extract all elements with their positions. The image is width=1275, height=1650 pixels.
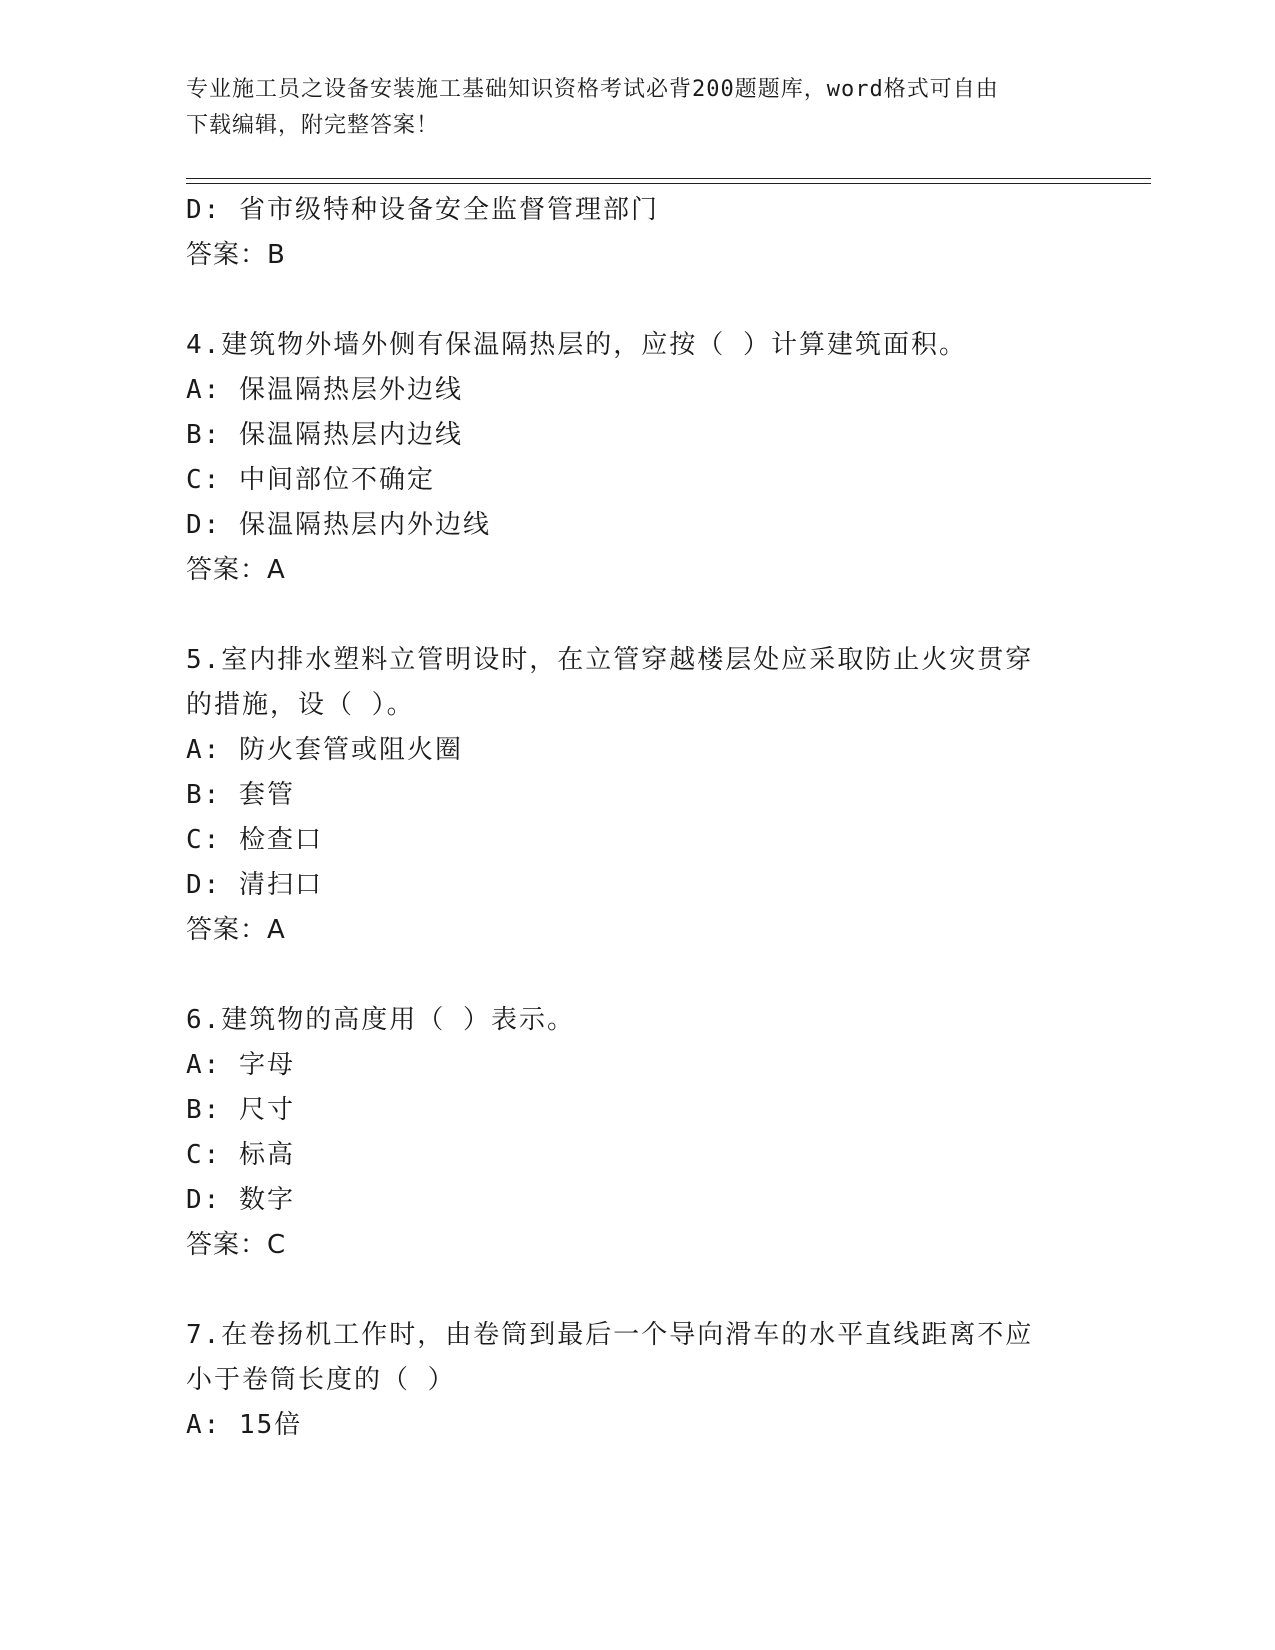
option-a: A: 保温隔热层外边线 [186,375,463,405]
answer: 答案：B [186,240,286,270]
question-7 [186,1313,1086,1448]
question-text-cont: 的措施，设（ ）。 [186,690,415,720]
option-d: D: 清扫口 [186,870,323,900]
header-divider-top [186,178,1151,179]
question-4 [186,323,1086,593]
option-d: D: 保温隔热层内外边线 [186,510,491,540]
question-text: 5.室内排水塑料立管明设时，在立管穿越楼层处应采取防止火灾贯穿 [186,645,1034,675]
question-5 [186,638,1086,953]
question-text: 6.建筑物的高度用（ ）表示。 [186,1005,575,1035]
option-c: C: 标高 [186,1140,295,1170]
option-b: B: 套管 [186,780,295,810]
document-header [186,72,1086,144]
header-line-2: 下载编辑，附完整答案！ [186,113,440,138]
question-text-cont: 小于卷筒长度的（ ） [186,1365,456,1395]
question-6 [186,998,1086,1268]
question-text: 7.在卷扬机工作时，由卷筒到最后一个导向滑车的水平直线距离不应 [186,1320,1034,1350]
option-b: B: 尺寸 [186,1095,295,1125]
option-c: C: 检查口 [186,825,323,855]
option-d: D: 省市级特种设备安全监督管理部门 [186,195,659,225]
answer: 答案：C [186,1230,287,1260]
option-a: A: 15倍 [186,1410,303,1440]
answer: 答案：A [186,915,286,945]
option-d: D: 数字 [186,1185,295,1215]
header-divider-bottom [186,183,1151,184]
option-b: B: 保温隔热层内边线 [186,420,463,450]
header-line-1: 专业施工员之设备安装施工基础知识资格考试必背200题题库，word格式可自由 [186,77,999,102]
question-list [186,188,1086,1448]
option-c: C: 中间部位不确定 [186,465,435,495]
question-text: 4.建筑物外墙外侧有保温隔热层的，应按（ ）计算建筑面积。 [186,330,967,360]
option-a: A: 字母 [186,1050,295,1080]
answer: 答案：A [186,555,286,585]
option-a: A: 防火套管或阻火圈 [186,735,463,765]
